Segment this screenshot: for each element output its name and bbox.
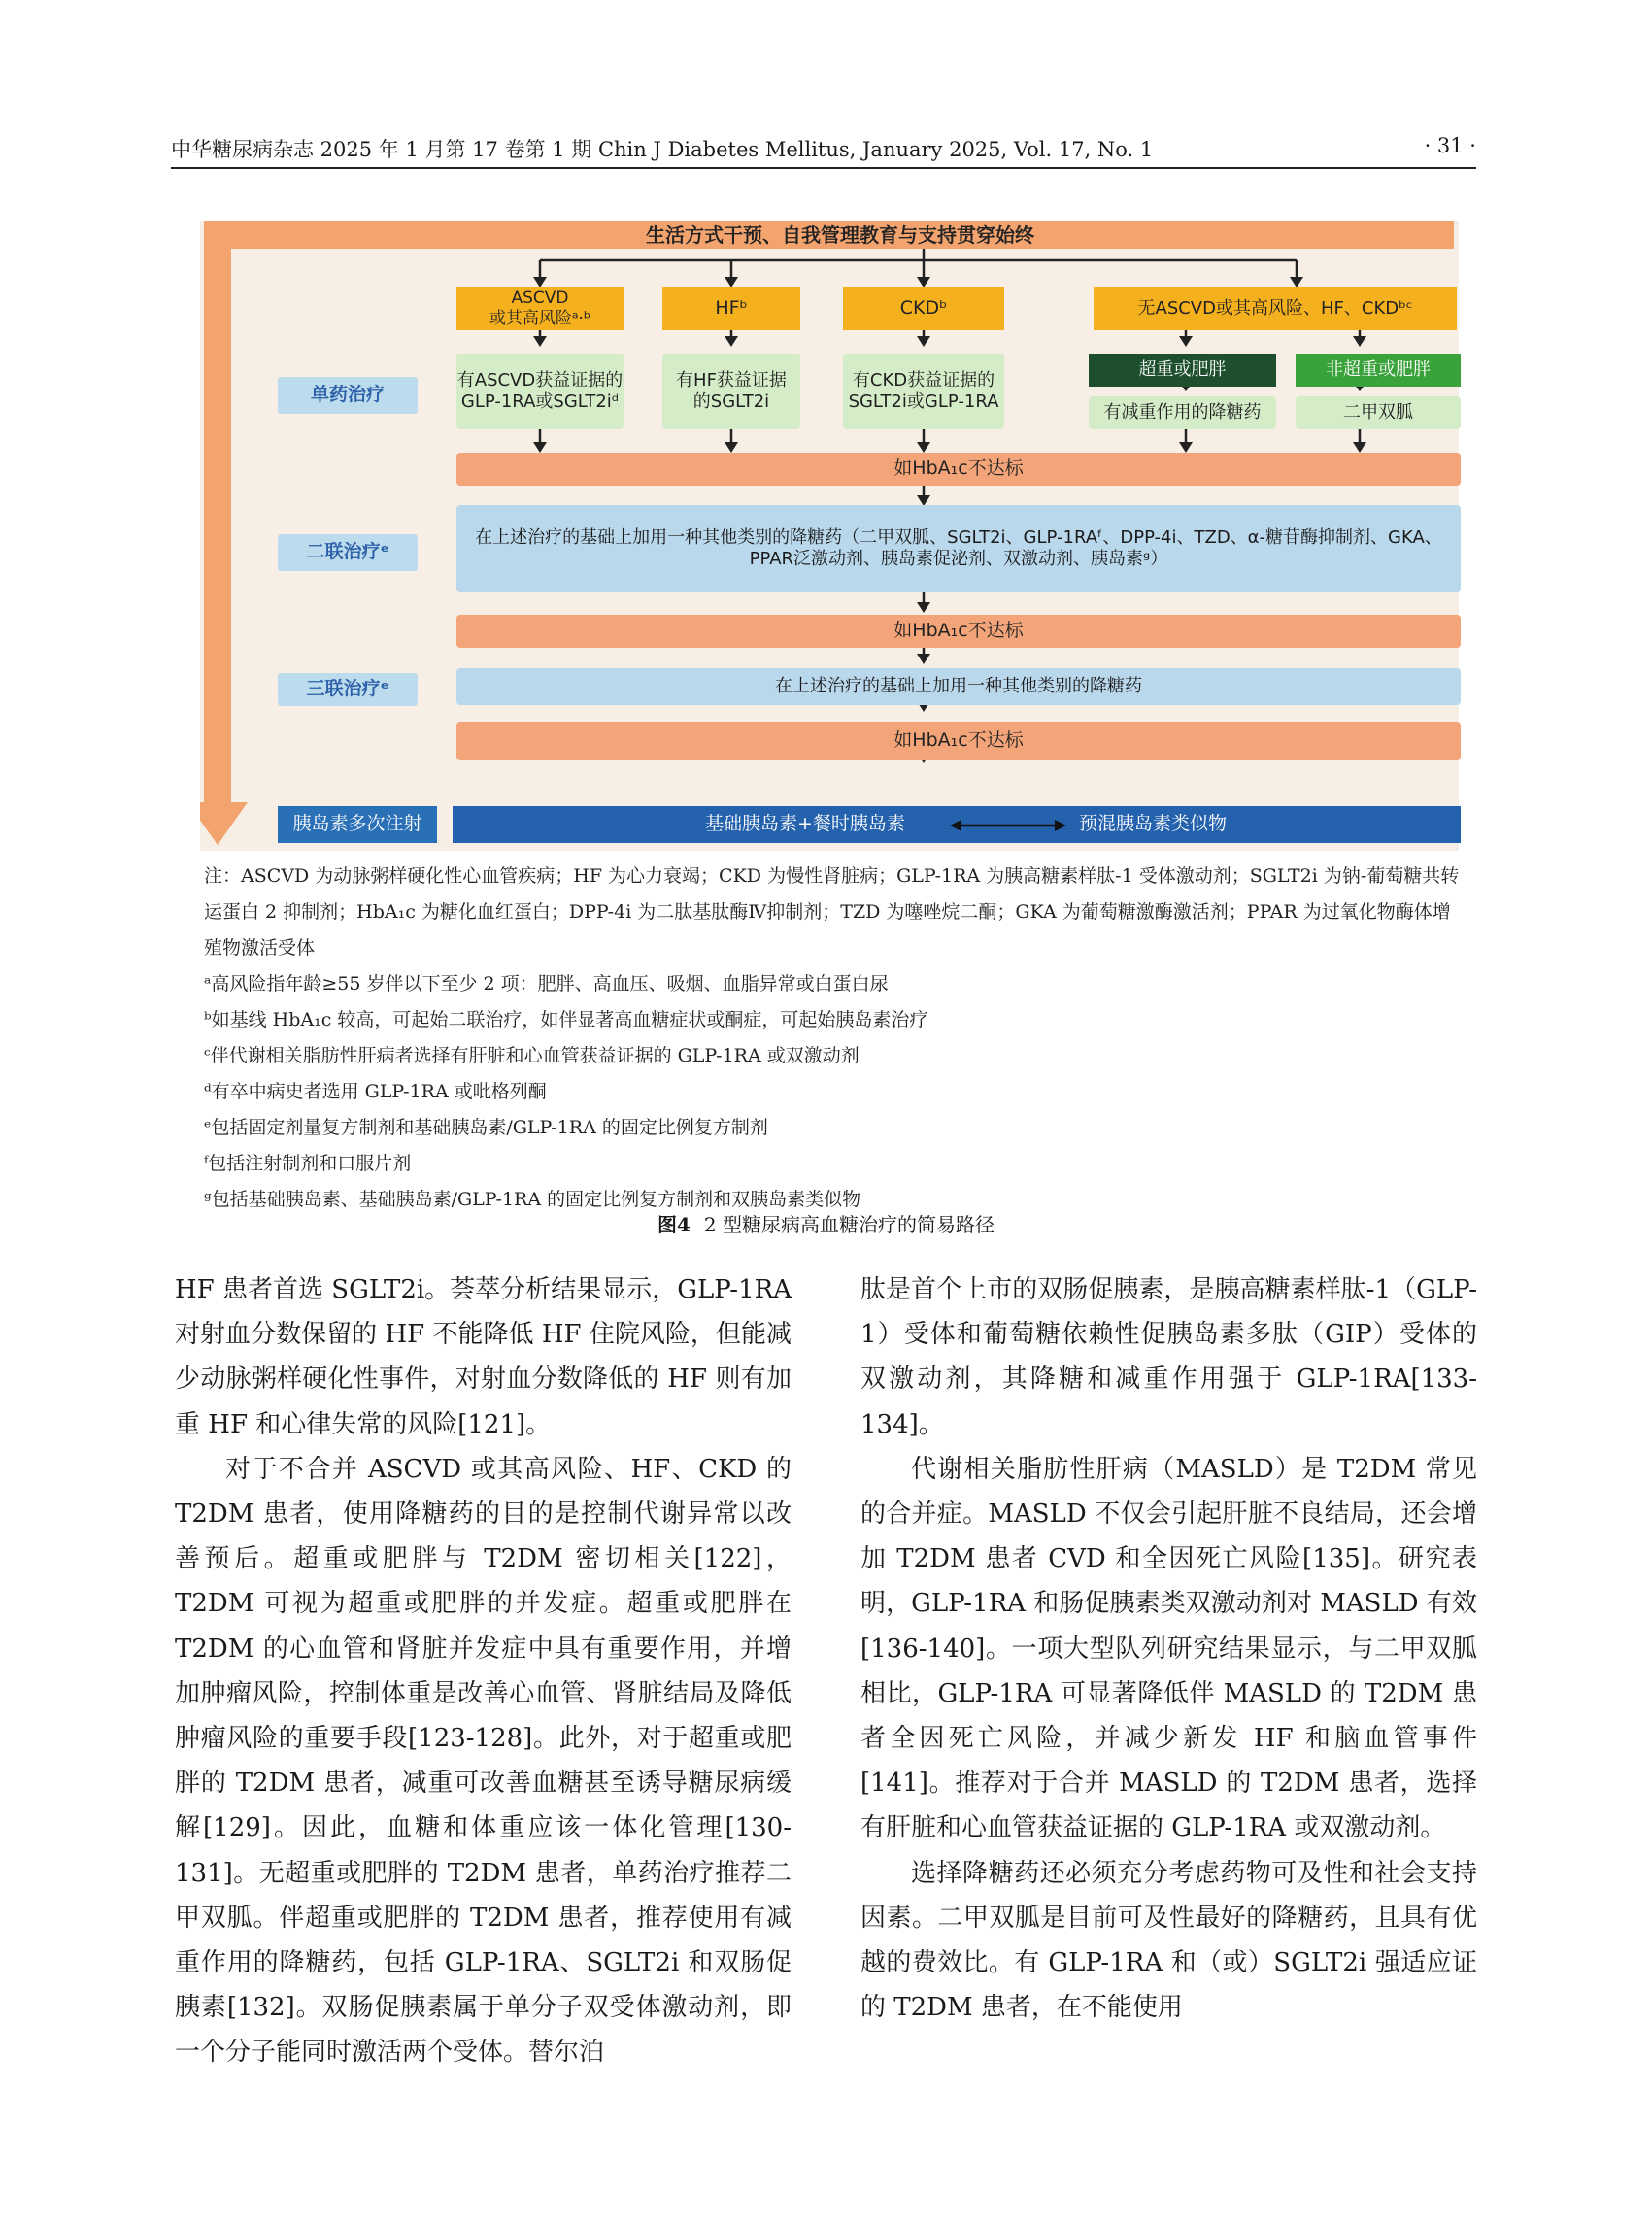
page-number: · 31 · — [1424, 134, 1476, 157]
mono-weight-drug: 有减重作用的降糖药 — [1089, 396, 1276, 429]
note-f: ᶠ包括注射制剂和口服片剂 — [204, 1153, 412, 1174]
journal-info: 中华糖尿病杂志 2025 年 1 月第 17 卷第 1 期 Chin J Diabetes Mellitus, January 2025, Vol. 17, No. 1 — [171, 138, 1154, 161]
paragraph: 代谢相关脂肪性肝病（MASLD）是 T2DM 常见的合并症。MASLD 不仅会引起肝脏不良结局，还会增加 T2DM 患者 CVD 和全因死亡风险[135]。研究表明，GLP-1RA 和肠促胰素类双激动剂对 MASLD 有效[136-140]。一项大型队列研究结果显示，与二甲双胍相比，GLP-1RA 可显著降低伴 MASLD 的 T2DM 患者全因死亡风险，并减少新发 HF 和脑血管事件[141]。推荐对于合并 MASLD 的 T2DM 患者，选择有肝脏和心血管获益证据的 GLP-1RA 或双激动剂。 — [860, 1454, 1477, 1843]
insulin-box — [453, 806, 1461, 843]
hba1c-check-1: 如HbA₁c不达标 — [456, 453, 1461, 486]
note-b: ᵇ如基线 HbA₁c 较高，可起始二联治疗，如伴显著高血糖症状或酮症，可起始胰岛素治疗 — [204, 1009, 928, 1030]
figure-number: 图4 — [657, 1213, 691, 1236]
figure-caption — [0, 1209, 1652, 1237]
triple-therapy-box: 在上述治疗的基础上加用一种其他类别的降糖药 — [456, 668, 1461, 705]
treatment-flowchart — [200, 221, 1459, 851]
category-ascvd: ASCVD 或其高风险ᵃ·ᵇ — [456, 287, 624, 330]
mono-hf: 有HF获益证据 的SGLT2i — [662, 354, 800, 429]
note-c: ᶜ伴代谢相关脂肪性肝病者选择有肝脏和心血管获益证据的 GLP-1RA 或双激动剂 — [204, 1045, 860, 1066]
category-none: 无ASCVD或其高风险、HF、CKDᵇᶜ — [1094, 287, 1457, 330]
body-column-right — [860, 1267, 1477, 2030]
label-triple: 三联治疗ᵉ — [278, 673, 418, 706]
mono-ascvd: 有ASCVD获益证据的 GLP-1RA或SGLT2iᵈ — [456, 354, 624, 429]
hba1c-check-3: 如HbA₁c不达标 — [456, 722, 1461, 760]
category-ckd: CKDᵇ — [843, 287, 1004, 330]
double-arrow-icon — [950, 818, 1066, 833]
running-header — [171, 134, 1476, 169]
label-dual: 二联治疗ᵉ — [278, 534, 418, 571]
lifestyle-banner: 生活方式干预、自我管理教育与支持贯穿始终 — [646, 222, 1034, 247]
category-hf: HFᵇ — [662, 287, 800, 330]
note-g: ᵍ包括基础胰岛素、基础胰岛素/GLP-1RA 的固定比例复方制剂和双胰岛素类似物 — [204, 1189, 861, 1210]
paragraph: 肽是首个上市的双肠促胰素，是胰高糖素样肽-1（GLP-1）受体和葡萄糖依赖性促胰岛素多肽（GIP）受体的双激动剂，其降糖和减重作用强于 GLP-1RA[133-134]。 — [860, 1275, 1477, 1439]
mono-non-overweight: 非超重或肥胖 — [1296, 354, 1461, 387]
mono-ckd: 有CKD获益证据的 SGLT2i或GLP-1RA — [843, 354, 1004, 429]
insulin-basal-bolus: 基础胰岛素+餐时胰岛素 — [705, 813, 905, 835]
body-column-left — [175, 1267, 792, 2075]
paragraph: 选择降糖药还必须充分考虑药物可及性和社会支持因素。二甲双胍是目前可及性最好的降糖药，且具有优越的费效比。有 GLP-1RA 和（或）SGLT2i 强适应证的 T2DM 患者，在不能使用 — [860, 1858, 1477, 2023]
label-insulin: 胰岛素多次注射 — [278, 806, 437, 843]
mono-overweight: 超重或肥胖 — [1089, 354, 1276, 387]
note-abbreviations: 注：ASCVD 为动脉粥样硬化性心血管疾病；HF 为心力衰竭；CKD 为慢性肾脏病；GLP-1RA 为胰高糖素样肽-1 受体激动剂；SGLT2i 为钠-葡萄糖共转运蛋白 2 抑制剂；HbA₁c 为糖化血红蛋白；DPP-4i 为二肽基肽酶Ⅳ抑制剂；TZD 为噻唑烷二酮；GKA 为葡萄糖激酶激活剂；PPAR 为过氧化物酶体增殖物激活受体 — [204, 865, 1460, 959]
figure-notes — [204, 859, 1467, 1218]
paragraph: 对于不合并 ASCVD 或其高风险、HF、CKD 的 T2DM 患者，使用降糖药的目的是控制代谢异常以改善预后。超重或肥胖与 T2DM 密切相关[122]，T2DM 可视为超重或肥胖的并发症。超重或肥胖在 T2DM 的心血管和肾脏并发症中具有重要作用，并增加肿瘤风险，控制体重是改善心血管、肾脏结局及降低肿瘤风险的重要手段[123-128]。此外，对于超重或肥胖的 T2DM 患者，减重可改善血糖甚至诱导糖尿病缓解[129]。因此，血糖和体重应该一体化管理[130-131]。无超重或肥胖的 T2DM 患者，单药治疗推荐二甲双胍。伴超重或肥胖的 T2DM 患者，推荐使用有减重作用的降糖药，包括 GLP-1RA、SGLT2i 和双肠促胰素[132]。双肠促胰素属于单分子双受体激动剂，即一个分子能同时激活两个受体。替尔泊 — [175, 1454, 792, 2068]
dual-therapy-box: 在上述治疗的基础上加用一种其他类别的降糖药（二甲双胍、SGLT2i、GLP-1RAᶠ、DPP-4i、TZD、α-糖苷酶抑制剂、GKA、PPAR泛激动剂、胰岛素促泌剂、双激动剂、胰岛素ᵍ） — [456, 505, 1461, 592]
label-mono: 单药治疗 — [278, 377, 418, 414]
note-e: ᵉ包括固定剂量复方制剂和基础胰岛素/GLP-1RA 的固定比例复方制剂 — [204, 1117, 768, 1138]
note-d: ᵈ有卒中病史者选用 GLP-1RA 或吡格列酮 — [204, 1081, 547, 1102]
mono-metformin: 二甲双胍 — [1296, 396, 1461, 429]
note-a: ᵃ高风险指年龄≥55 岁伴以下至少 2 项：肥胖、高血压、吸烟、血脂异常或白蛋白尿 — [204, 973, 889, 995]
insulin-premix: 预混胰岛素类似物 — [1079, 813, 1228, 835]
paragraph: HF 患者首选 SGLT2i。荟萃分析结果显示，GLP-1RA 对射血分数保留的 HF 不能降低 HF 住院风险，但能减少动脉粥样硬化性事件，对射血分数降低的 HF 则有加重 HF 和心律失常的风险[121]。 — [175, 1275, 792, 1439]
hba1c-check-2: 如HbA₁c不达标 — [456, 615, 1461, 648]
figure-title: 2 型糖尿病高血糖治疗的简易路径 — [703, 1213, 995, 1236]
